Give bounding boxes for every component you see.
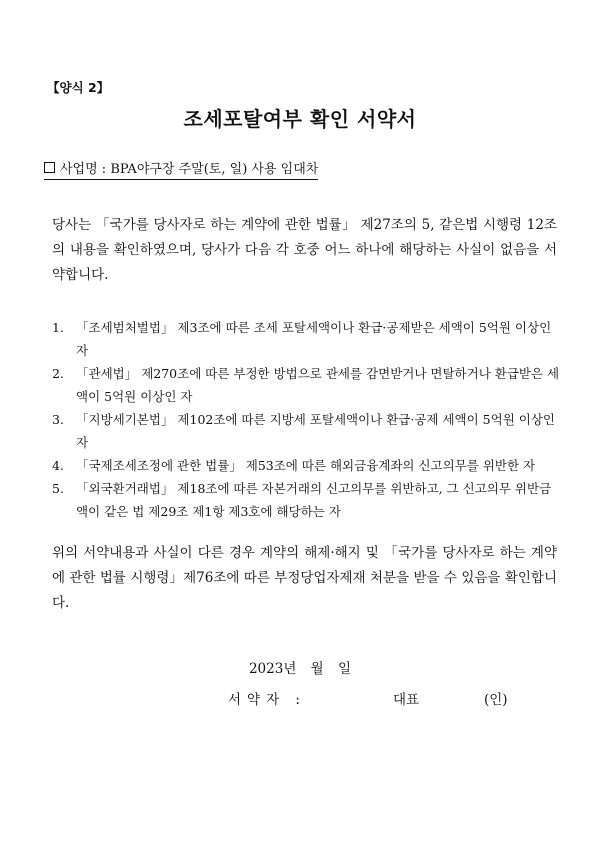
list-item-number: 4. bbox=[52, 458, 64, 473]
form-number-label: 【양식 2】 bbox=[47, 80, 110, 95]
list-item-text: 「국제조세조정에 관한 법률」 제53조에 따른 해외금융계좌의 신고의무를 위반한 자 bbox=[76, 458, 536, 473]
list-item bbox=[52, 316, 560, 362]
document-title: 조세포탈여부 확인 서약서 bbox=[183, 107, 417, 131]
seal-mark: (인) bbox=[484, 692, 508, 708]
representative-label: 대표 bbox=[393, 692, 420, 708]
project-checkbox[interactable] bbox=[44, 162, 55, 173]
signing-date: 2023년 월 일 bbox=[248, 661, 352, 677]
list-item bbox=[52, 362, 560, 408]
list-item-number: 2. bbox=[52, 366, 64, 381]
list-item bbox=[52, 477, 560, 523]
list-item-number: 5. bbox=[52, 481, 64, 496]
list-item-number: 3. bbox=[52, 412, 64, 427]
list-item-text: 「조세범처벌법」 제3조에 따른 조세 포탈세액이나 환급·공제받은 세액이 5억원 이상인 자 bbox=[76, 320, 552, 358]
list-item-text: 「관세법」 제270조에 따른 부정한 방법으로 관세를 감면받거나 면탈하거나 환급받은 세액이 5억원 이상인 자 bbox=[76, 366, 560, 404]
project-name: 사업명 : BPA야구장 주말(토, 일) 사용 임대차 bbox=[60, 162, 319, 177]
list-item bbox=[52, 454, 560, 477]
list-item-text: 「외국환거래법」 제18조에 따른 자본거래의 신고의무를 위반하고, 그 신고의무 위반금액이 같은 법 제29조 제1항 제3호에 해당하는 자 bbox=[76, 481, 552, 519]
intro-paragraph: 당사는 「국가를 당사자로 하는 계약에 관한 법률」 제27조의 5, 같은법 시행령 12조의 내용을 확인하였으며, 당사가 다음 각 호중 어느 하나에 해당하는 사실이 없음을 서약합니다. bbox=[52, 217, 557, 283]
list-item-number: 1. bbox=[52, 320, 64, 335]
disqualification-list bbox=[52, 316, 560, 523]
list-item bbox=[52, 408, 560, 454]
list-item-text: 「지방세기본법」 제102조에 따른 지방세 포탈세액이나 환급·공제 세액이 5억원 이상인 자 bbox=[76, 412, 555, 450]
signatory-label: 서약자 : bbox=[228, 692, 306, 708]
project-line bbox=[44, 158, 318, 180]
closing-paragraph: 위의 서약내용과 사실이 다른 경우 계약의 해제·해지 및 「국가를 당사자로 하는 계약에 관한 법률 시행령」제76조에 따른 부정당업자제재 처분을 받을 수 있음을 확인합니다. bbox=[52, 545, 557, 611]
